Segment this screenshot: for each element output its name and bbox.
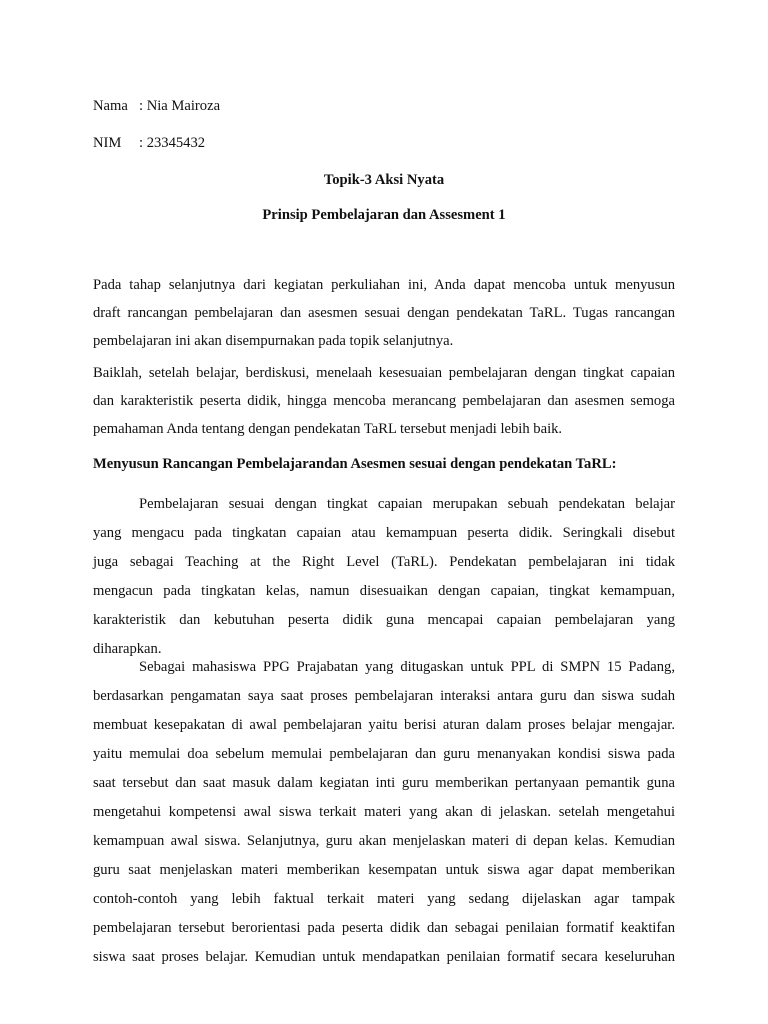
section-heading: Menyusun Rancangan Pembelajarandan Asesmen sesuai dengan pendekatan TaRL: bbox=[93, 456, 617, 472]
paragraph-line: contoh-contoh yang lebih faktual terkait materi yang sedang dijelaskan agar tampak bbox=[93, 891, 675, 907]
paragraph-line: juga sebagai Teaching at the Right Level (TaRL). Pendekatan pembelajaran ini tidak bbox=[93, 554, 675, 570]
document-title: Topik-3 Aksi Nyata bbox=[323, 172, 445, 188]
body-paragraph bbox=[93, 659, 675, 978]
paragraph-line: saat tersebut dan saat masuk dalam kegiatan inti guru memberikan pertanyaan pemantik guna bbox=[93, 775, 675, 791]
paragraph-line: membuat kesepakatan di awal pembelajaran yaitu berisi aturan dalam proses belajar mengajar. bbox=[93, 717, 675, 733]
paragraph-line: draft rancangan pembelajaran dan asesmen sesuai dengan pendekatan TaRL. Tugas rancangan bbox=[93, 305, 675, 321]
paragraph-line: yaitu memulai doa sebelum memulai pembelajaran dan guru menanyakan kondisi siswa pada bbox=[93, 746, 675, 762]
paragraph-line: mengetahui kompetensi awal siswa terkait materi yang akan di jelaskan. setelah mengetahui bbox=[93, 804, 675, 820]
paragraph-line: pembelajaran tersebut berorientasi pada peserta didik dan sebagai penilaian formatif keaktifan bbox=[93, 920, 675, 936]
paragraph-line: Sebagai mahasiswa PPG Prajabatan yang ditugaskan untuk PPL di SMPN 15 Padang, bbox=[139, 659, 675, 675]
name-row bbox=[93, 98, 220, 115]
paragraph-line: Pembelajaran sesuai dengan tingkat capaian merupakan sebuah pendekatan belajar bbox=[139, 496, 675, 512]
nim-row bbox=[93, 135, 205, 152]
paragraph-line: pembelajaran ini akan disempurnakan pada topik selanjutnya. bbox=[93, 333, 454, 349]
paragraph-line: karakteristik dan kebutuhan peserta didik guna mencapai capaian pembelajaran yang bbox=[93, 612, 675, 628]
paragraph-line: yang mengacu pada tingkatan capaian atau kemampuan peserta didik. Seringkali disebut bbox=[93, 525, 675, 541]
paragraph-line: diharapkan. bbox=[93, 641, 162, 657]
document-subtitle: Prinsip Pembelajaran dan Assesment 1 bbox=[262, 207, 506, 223]
nim-value: : 23345432 bbox=[139, 135, 206, 151]
paragraph-line: pemahaman Anda tentang dengan pendekatan TaRL tersebut menjadi lebih baik. bbox=[93, 421, 563, 437]
paragraph-line: kemampuan awal siswa. Selanjutnya, guru akan menjelaskan materi di depan kelas. Kemudian bbox=[93, 833, 675, 849]
paragraph-line: dan karakteristik peserta didik, hingga mencoba merancang pembelajaran dan asesmen semoga bbox=[93, 393, 675, 409]
name-label: Nama bbox=[93, 98, 128, 114]
paragraph-line: guru saat menjelaskan materi memberikan kesempatan untuk siswa agar dapat memberikan bbox=[93, 862, 675, 878]
nim-label: NIM bbox=[93, 135, 122, 151]
paragraph-line: Pada tahap selanjutnya dari kegiatan perkuliahan ini, Anda dapat mencoba untuk menyusun bbox=[93, 277, 675, 293]
paragraph-line: berdasarkan pengamatan saya saat proses pembelajaran interaksi antara guru dan siswa sudah bbox=[93, 688, 675, 704]
paragraph-line: mengacun pada tingkatan kelas, namun disesuaikan dengan capaian, tingkat kemampuan, bbox=[93, 583, 675, 599]
body-paragraph bbox=[93, 496, 675, 670]
paragraph-line: Baiklah, setelah belajar, berdiskusi, menelaah kesesuaian pembelajaran dengan tingkat capaian bbox=[93, 365, 675, 381]
paragraph-line: siswa saat proses belajar. Kemudian untuk mendapatkan penilaian formatif secara keseluruhan bbox=[93, 949, 675, 965]
intro-paragraph bbox=[93, 277, 675, 361]
intro-paragraph bbox=[93, 365, 675, 449]
name-value: : Nia Mairoza bbox=[139, 98, 221, 114]
